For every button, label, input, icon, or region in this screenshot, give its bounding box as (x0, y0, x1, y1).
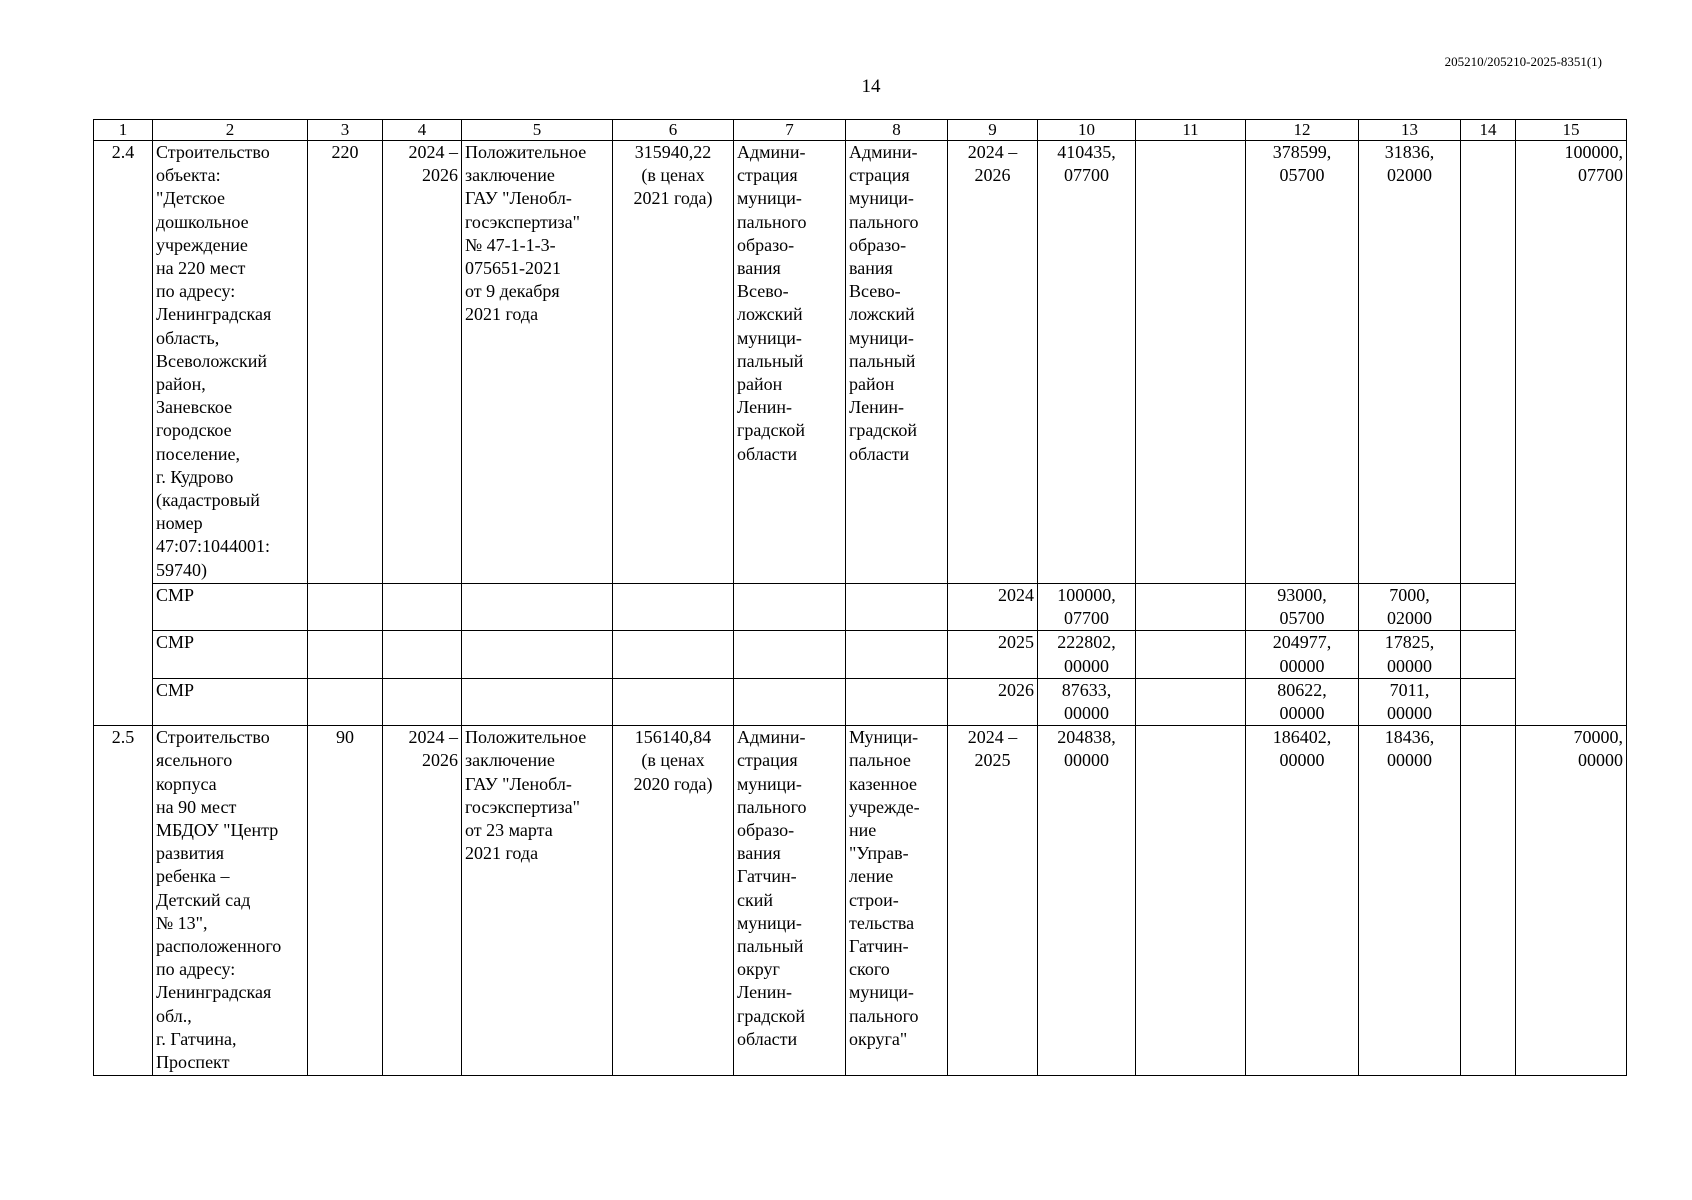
empty-cell (383, 678, 462, 725)
empty-cell (846, 584, 948, 631)
construction-period: 2024 – 2026 (383, 141, 462, 584)
table-row (94, 726, 1627, 1076)
row-number: 2.4 (94, 141, 153, 726)
column-13-value: 31836, 02000 (1359, 141, 1461, 584)
empty-cell (1136, 631, 1246, 678)
empty-cell (462, 678, 613, 725)
column-header: 3 (308, 120, 383, 141)
estimated-cost: 156140,84 (в ценах 2020 года) (613, 726, 734, 1076)
empty-cell (734, 584, 846, 631)
object-name: Строительство объекта: "Детское дошкольное учреждение на 220 мест по адресу: Ленинградская область, Всеволожский район, Заневское городское поселение, г. Кудрово (кадастровый номер 47:07:1044001: 59740) (153, 141, 308, 584)
row-number: 2.5 (94, 726, 153, 1076)
column-header: 10 (1038, 120, 1136, 141)
column-14-value (1461, 141, 1516, 584)
subrow-total: 222802, 00000 (1038, 631, 1136, 678)
customer: Админи- страция муници- пального образо- вания Гатчин- ский муници- пальный округ Ленин- градской области (734, 726, 846, 1076)
column-11-value (1136, 141, 1246, 584)
empty-cell (462, 631, 613, 678)
construction-period: 2024 – 2026 (383, 726, 462, 1076)
empty-cell (1461, 584, 1516, 631)
column-header: 2 (153, 120, 308, 141)
column-header: 6 (613, 120, 734, 141)
subrow-name: СМР (153, 678, 308, 725)
empty-cell (613, 584, 734, 631)
document-id: 205210/205210-2025-8351(1) (1444, 54, 1602, 69)
column-15-value: 100000, 07700 (1516, 141, 1627, 726)
subrow-year: 2024 (948, 584, 1038, 631)
expertise-conclusion: Положительное заключение ГАУ "Ленобл- госэкспертиза" от 23 марта 2021 года (462, 726, 613, 1076)
subrow-year: 2025 (948, 631, 1038, 678)
empty-cell (613, 678, 734, 725)
empty-cell (308, 678, 383, 725)
empty-cell (308, 584, 383, 631)
table-subrow (94, 678, 1627, 725)
table-row (94, 141, 1627, 584)
subrow-year: 2026 (948, 678, 1038, 725)
table-subrow (94, 631, 1627, 678)
page-number: 14 (861, 76, 881, 97)
empty-cell (1461, 631, 1516, 678)
column-14-value (1461, 726, 1516, 1076)
subrow-name: СМР (153, 584, 308, 631)
developer: Муници- пальное казенное учрежде- ние "Управ- ление строи- тельства Гатчин- ского муници- пального округа" (846, 726, 948, 1076)
empty-cell (1136, 584, 1246, 631)
capacity: 90 (308, 726, 383, 1076)
empty-cell (308, 631, 383, 678)
empty-cell (846, 631, 948, 678)
subrow-column-12: 204977, 00000 (1246, 631, 1359, 678)
subrow-column-12: 80622, 00000 (1246, 678, 1359, 725)
empty-cell (383, 631, 462, 678)
empty-cell (613, 631, 734, 678)
column-header: 4 (383, 120, 462, 141)
subrow-column-13: 7011, 00000 (1359, 678, 1461, 725)
table-subrow (94, 584, 1627, 631)
subrow-column-13: 7000, 02000 (1359, 584, 1461, 631)
expertise-conclusion: Положительное заключение ГАУ "Ленобл- госэкспертиза" № 47-1-1-3- 075651-2021 от 9 декабря 2021 года (462, 141, 613, 584)
empty-cell (846, 678, 948, 725)
column-header: 15 (1516, 120, 1627, 141)
empty-cell (1461, 678, 1516, 725)
subrow-name: СМР (153, 631, 308, 678)
column-header: 14 (1461, 120, 1516, 141)
object-name: Строительство ясельного корпуса на 90 мест МБДОУ "Центр развития ребенка – Детский сад № 13", расположенного по адресу: Ленинградская обл., г. Гатчина, Проспект (153, 726, 308, 1076)
column-header: 7 (734, 120, 846, 141)
column-12-value: 378599, 05700 (1246, 141, 1359, 584)
empty-cell (383, 584, 462, 631)
customer: Админи- страция муници- пального образо- вания Всево- ложский муници- пальный район Ленин- градской области (734, 141, 846, 584)
total-amount: 410435, 07700 (1038, 141, 1136, 584)
column-13-value: 18436, 00000 (1359, 726, 1461, 1076)
implementation-years: 2024 – 2026 (948, 141, 1038, 584)
column-header: 12 (1246, 120, 1359, 141)
capacity: 220 (308, 141, 383, 584)
column-11-value (1136, 726, 1246, 1076)
subrow-total: 100000, 07700 (1038, 584, 1136, 631)
column-header: 9 (948, 120, 1038, 141)
column-header: 5 (462, 120, 613, 141)
empty-cell (1136, 678, 1246, 725)
column-header: 11 (1136, 120, 1246, 141)
column-header-row (94, 120, 1627, 141)
column-header: 8 (846, 120, 948, 141)
subrow-column-13: 17825, 00000 (1359, 631, 1461, 678)
column-15-value: 70000, 00000 (1516, 726, 1627, 1076)
subrow-total: 87633, 00000 (1038, 678, 1136, 725)
empty-cell (734, 678, 846, 725)
implementation-years: 2024 – 2025 (948, 726, 1038, 1076)
developer: Админи- страция муници- пального образо- вания Всево- ложский муници- пальный район Ленин- градской области (846, 141, 948, 584)
total-amount: 204838, 00000 (1038, 726, 1136, 1076)
column-12-value: 186402, 00000 (1246, 726, 1359, 1076)
subrow-column-12: 93000, 05700 (1246, 584, 1359, 631)
column-header: 1 (94, 120, 153, 141)
column-header: 13 (1359, 120, 1461, 141)
investment-table (93, 119, 1627, 1076)
empty-cell (462, 584, 613, 631)
estimated-cost: 315940,22 (в ценах 2021 года) (613, 141, 734, 584)
empty-cell (734, 631, 846, 678)
